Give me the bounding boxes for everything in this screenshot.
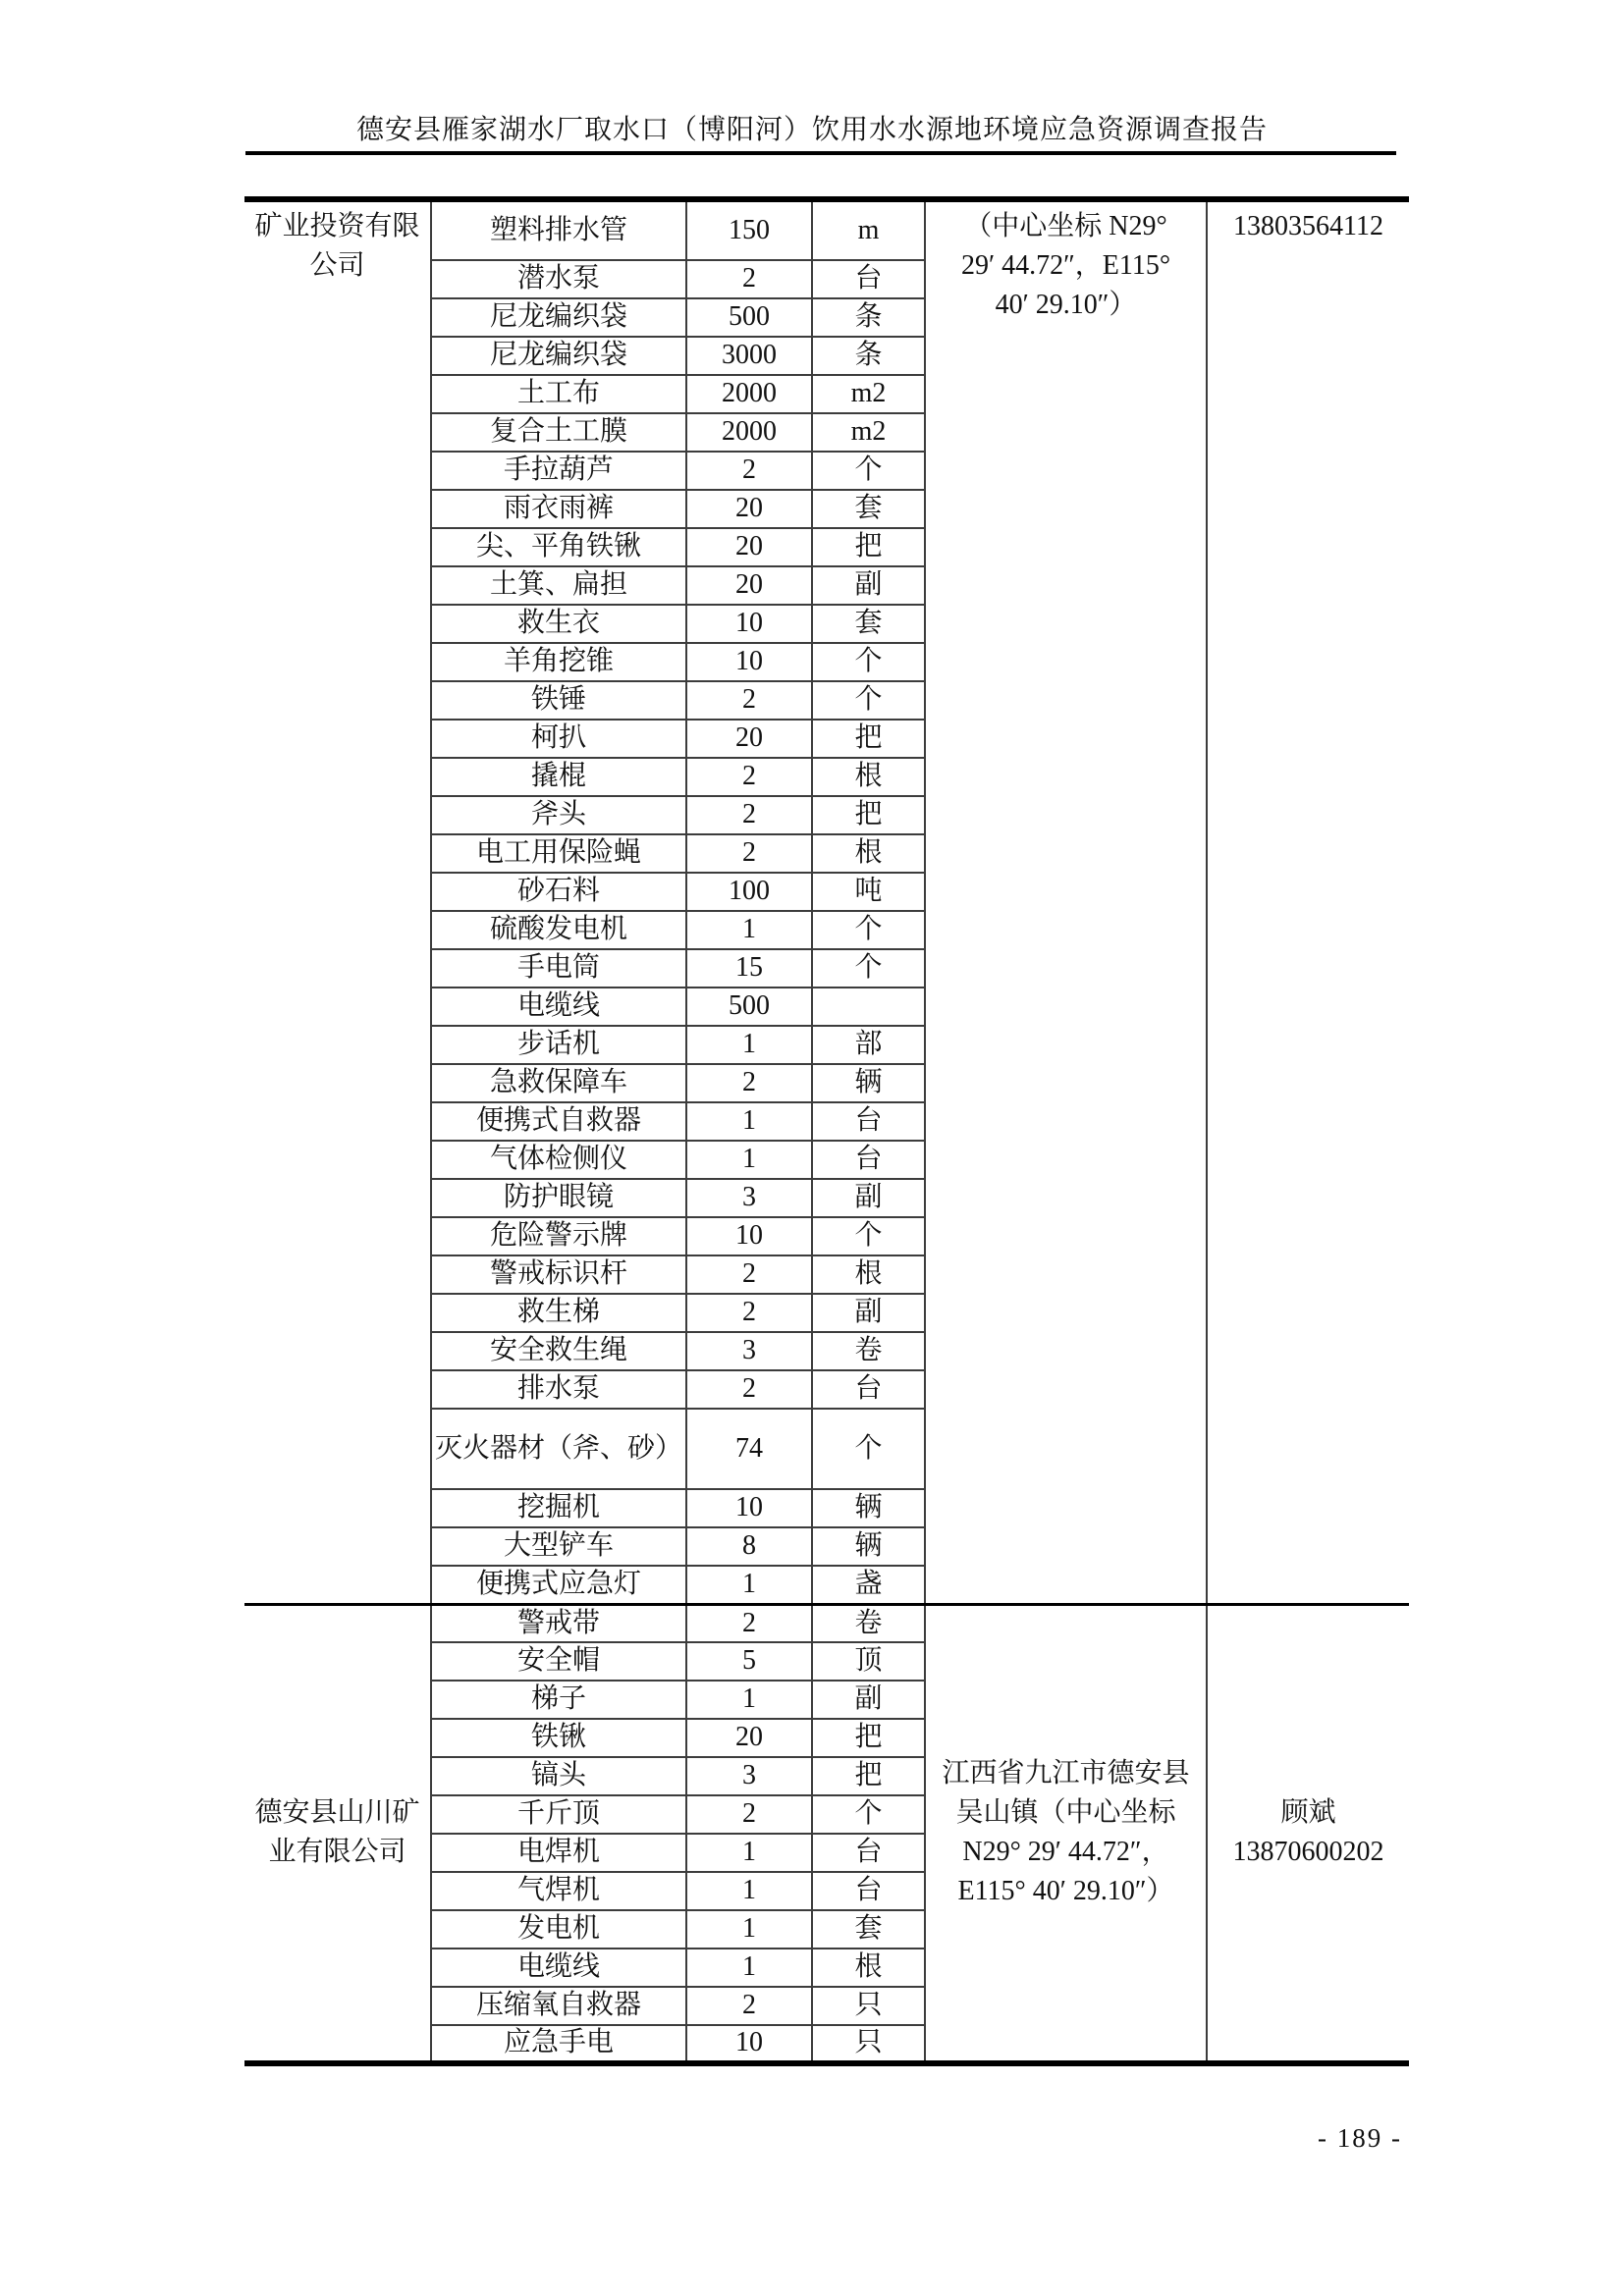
unit-cell: 把 [812, 720, 925, 758]
unit-cell: 个 [812, 1795, 925, 1834]
unit-cell: 台 [812, 260, 925, 298]
unit-cell: 个 [812, 911, 925, 949]
unit-cell: 副 [812, 1681, 925, 1719]
quantity-cell: 10 [686, 2025, 812, 2063]
item-cell: 电焊机 [431, 1834, 686, 1872]
quantity-cell: 2 [686, 260, 812, 298]
unit-cell: 台 [812, 1141, 925, 1179]
header-rule [245, 151, 1396, 155]
quantity-cell: 2 [686, 1604, 812, 1642]
quantity-cell: 2 [686, 681, 812, 720]
item-cell: 气焊机 [431, 1872, 686, 1910]
quantity-cell: 100 [686, 873, 812, 911]
item-cell: 气体检侧仪 [431, 1141, 686, 1179]
quantity-cell: 1 [686, 1102, 812, 1141]
location-cell: 江西省九江市德安县 吴山镇（中心坐标 N29° 29′ 44.72″， E115° 40′ 29.10″） [925, 1604, 1207, 2063]
quantity-cell: 20 [686, 528, 812, 566]
item-cell: 尼龙编织袋 [431, 337, 686, 375]
item-cell: 潜水泵 [431, 260, 686, 298]
item-cell: 铁锤 [431, 681, 686, 720]
item-cell: 硫酸发电机 [431, 911, 686, 949]
quantity-cell: 3 [686, 1332, 812, 1370]
item-cell: 便携式自救器 [431, 1102, 686, 1141]
item-cell: 电工用保险蝇 [431, 834, 686, 873]
quantity-cell: 1 [686, 1872, 812, 1910]
unit-cell: 只 [812, 2025, 925, 2063]
quantity-cell: 74 [686, 1409, 812, 1489]
quantity-cell: 2000 [686, 375, 812, 413]
quantity-cell: 1 [686, 1681, 812, 1719]
company-cell: 德安县山川矿业有限公司 [254, 1797, 420, 1868]
quantity-cell: 20 [686, 720, 812, 758]
quantity-cell: 1 [686, 1141, 812, 1179]
contact-cell: 13803564112 [1207, 199, 1409, 1604]
unit-cell: 只 [812, 1987, 925, 2025]
unit-cell: 部 [812, 1026, 925, 1064]
unit-cell: 卷 [812, 1332, 925, 1370]
item-cell: 警戒带 [431, 1604, 686, 1642]
page-number: - 189 - [1318, 2123, 1402, 2153]
unit-cell: 辆 [812, 1489, 925, 1527]
unit-cell: 个 [812, 949, 925, 988]
quantity-cell: 20 [686, 1719, 812, 1757]
unit-cell: 副 [812, 566, 925, 605]
item-cell: 步话机 [431, 1026, 686, 1064]
item-cell: 雨衣雨裤 [431, 490, 686, 528]
quantity-cell: 1 [686, 911, 812, 949]
unit-cell: 副 [812, 1179, 925, 1217]
quantity-cell: 150 [686, 199, 812, 260]
item-cell: 柯扒 [431, 720, 686, 758]
item-cell: 电缆线 [431, 988, 686, 1026]
quantity-cell: 2 [686, 1255, 812, 1294]
page-title: 德安县雁家湖水厂取水口（博阳河）饮用水水源地环境应急资源调查报告 [355, 115, 1268, 145]
unit-cell: 辆 [812, 1527, 925, 1566]
quantity-cell: 10 [686, 1217, 812, 1255]
location-cell: （中心坐标 N29° 29′ 44.72″，E115° 40′ 29.10″） [925, 199, 1207, 1604]
item-cell: 电缆线 [431, 1949, 686, 1987]
quantity-cell: 20 [686, 490, 812, 528]
quantity-cell: 1 [686, 1910, 812, 1949]
unit-cell: 把 [812, 1719, 925, 1757]
quantity-cell: 15 [686, 949, 812, 988]
item-cell: 排水泵 [431, 1370, 686, 1409]
unit-cell: 根 [812, 834, 925, 873]
unit-cell: 套 [812, 605, 925, 643]
quantity-cell: 20 [686, 566, 812, 605]
unit-cell: 根 [812, 1255, 925, 1294]
unit-cell: 根 [812, 758, 925, 796]
unit-cell: m [812, 199, 925, 260]
unit-cell: 把 [812, 796, 925, 834]
item-cell: 土工布 [431, 375, 686, 413]
item-cell: 撬棍 [431, 758, 686, 796]
item-cell: 千斤顶 [431, 1795, 686, 1834]
item-cell: 灭火器材（斧、砂） [431, 1409, 686, 1489]
unit-cell: 台 [812, 1834, 925, 1872]
quantity-cell: 2 [686, 1795, 812, 1834]
item-cell: 梯子 [431, 1681, 686, 1719]
unit-cell: 卷 [812, 1604, 925, 1642]
item-cell: 羊角挖锥 [431, 643, 686, 681]
item-cell: 发电机 [431, 1910, 686, 1949]
item-cell: 救生梯 [431, 1294, 686, 1332]
item-cell: 塑料排水管 [431, 199, 686, 260]
unit-cell: 把 [812, 528, 925, 566]
quantity-cell: 8 [686, 1527, 812, 1566]
unit-cell: 条 [812, 337, 925, 375]
quantity-cell: 2 [686, 834, 812, 873]
quantity-cell: 2 [686, 452, 812, 490]
item-cell: 铁锹 [431, 1719, 686, 1757]
item-cell: 救生衣 [431, 605, 686, 643]
unit-cell: 顶 [812, 1642, 925, 1681]
table-row [244, 199, 1409, 260]
resource-table-body [244, 199, 1409, 2063]
item-cell: 土箕、扁担 [431, 566, 686, 605]
unit-cell: 把 [812, 1757, 925, 1795]
item-cell: 压缩氧自救器 [431, 1987, 686, 2025]
quantity-cell: 10 [686, 605, 812, 643]
item-cell: 砂石料 [431, 873, 686, 911]
item-cell: 手电筒 [431, 949, 686, 988]
quantity-cell: 1 [686, 1834, 812, 1872]
unit-cell: 副 [812, 1294, 925, 1332]
unit-cell: 辆 [812, 1064, 925, 1102]
quantity-cell: 5 [686, 1642, 812, 1681]
unit-cell: 台 [812, 1370, 925, 1409]
item-cell: 防护眼镜 [431, 1179, 686, 1217]
table-row [244, 1604, 1409, 1642]
quantity-cell: 3 [686, 1179, 812, 1217]
unit-cell: m2 [812, 413, 925, 452]
quantity-cell: 2 [686, 1370, 812, 1409]
unit-cell: 台 [812, 1102, 925, 1141]
item-cell: 挖掘机 [431, 1489, 686, 1527]
quantity-cell: 10 [686, 1489, 812, 1527]
quantity-cell: 2000 [686, 413, 812, 452]
item-cell: 尼龙编织袋 [431, 298, 686, 337]
unit-cell: 个 [812, 681, 925, 720]
unit-cell: 套 [812, 490, 925, 528]
item-cell: 复合土工膜 [431, 413, 686, 452]
item-cell: 尖、平角铁锹 [431, 528, 686, 566]
unit-cell: 个 [812, 643, 925, 681]
quantity-cell: 500 [686, 298, 812, 337]
unit-cell: 条 [812, 298, 925, 337]
unit-cell: 个 [812, 1217, 925, 1255]
quantity-cell: 3 [686, 1757, 812, 1795]
unit-cell: 个 [812, 452, 925, 490]
unit-cell [812, 988, 925, 1026]
quantity-cell: 500 [686, 988, 812, 1026]
item-cell: 镐头 [431, 1757, 686, 1795]
item-cell: 安全帽 [431, 1642, 686, 1681]
item-cell: 警戒标识杆 [431, 1255, 686, 1294]
item-cell: 大型铲车 [431, 1527, 686, 1566]
item-cell: 便携式应急灯 [431, 1566, 686, 1604]
quantity-cell: 2 [686, 796, 812, 834]
quantity-cell: 3000 [686, 337, 812, 375]
quantity-cell: 1 [686, 1566, 812, 1604]
unit-cell: 根 [812, 1949, 925, 1987]
unit-cell: 盏 [812, 1566, 925, 1604]
item-cell: 手拉葫芦 [431, 452, 686, 490]
quantity-cell: 2 [686, 1987, 812, 2025]
quantity-cell: 1 [686, 1026, 812, 1064]
unit-cell: 吨 [812, 873, 925, 911]
item-cell: 应急手电 [431, 2025, 686, 2063]
quantity-cell: 2 [686, 1064, 812, 1102]
unit-cell: 套 [812, 1910, 925, 1949]
unit-cell: 台 [812, 1872, 925, 1910]
item-cell: 斧头 [431, 796, 686, 834]
item-cell: 安全救生绳 [431, 1332, 686, 1370]
quantity-cell: 2 [686, 1294, 812, 1332]
contact-cell: 顾斌 13870600202 [1207, 1604, 1409, 2063]
quantity-cell: 2 [686, 758, 812, 796]
quantity-cell: 10 [686, 643, 812, 681]
item-cell: 急救保障车 [431, 1064, 686, 1102]
quantity-cell: 1 [686, 1949, 812, 1987]
emergency-resource-table [244, 196, 1409, 2066]
unit-cell: m2 [812, 375, 925, 413]
item-cell: 危险警示牌 [431, 1217, 686, 1255]
company-cell: 矿业投资有限公司 [244, 199, 431, 1604]
unit-cell: 个 [812, 1409, 925, 1489]
